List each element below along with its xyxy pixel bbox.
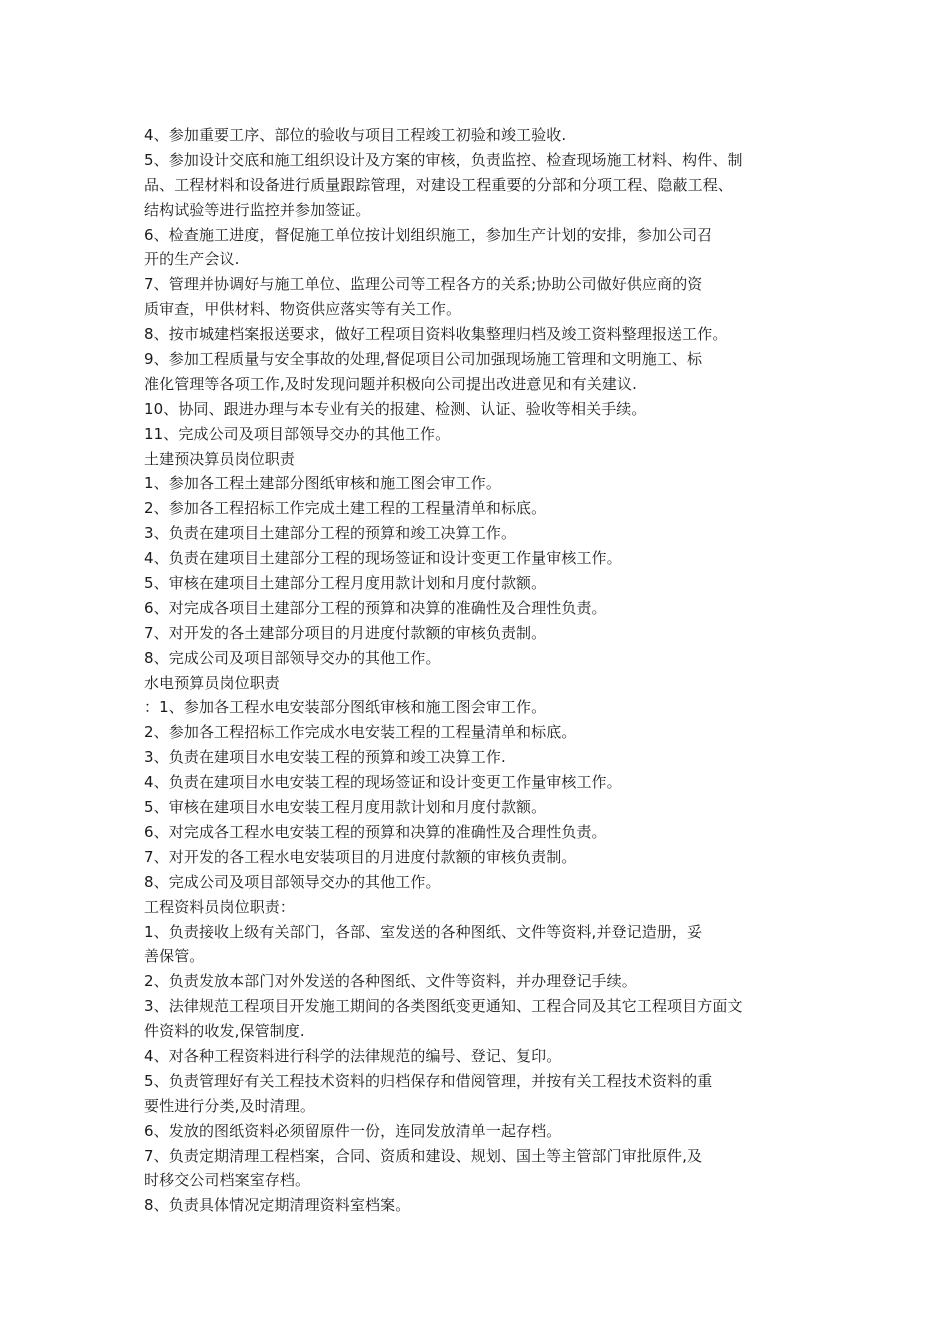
text-line: 水电预算员岗位职责	[144, 673, 280, 692]
text-line: 6、发放的图纸资料必须留原件一份，连同发放清单一起存档。	[144, 1121, 562, 1140]
text-line: 7、对开发的各土建部分项目的月进度付款额的审核负责制。	[144, 623, 547, 642]
text-line: 5、负责管理好有关工程技术资料的归档保存和借阅管理，并按有关工程技术资料的重	[144, 1071, 713, 1090]
text-line: 6、对完成各项目土建部分工程的预算和决算的准确性及合理性负责。	[144, 598, 607, 617]
text-line: 结构试验等进行监控并参加签证。	[144, 200, 371, 219]
text-line: 5、审核在建项目水电安装工程月度用款计划和月度付款额。	[144, 798, 547, 817]
text-line: 质审查，甲供材料、物资供应落实等有关工作。	[144, 300, 462, 319]
text-line: 8、按市城建档案报送要求，做好工程项目资料收集整理归档及竣工资料整理报送工作。	[144, 325, 728, 344]
text-line: 2、负责发放本部门对外发送的各种图纸、文件等资料，并办理登记手续。	[144, 972, 637, 991]
text-line: 要性进行分类,及时清理。	[144, 1096, 315, 1115]
text-line: 9、参加工程质量与安全事故的处理,督促项目公司加强现场施工管理和文明施工、标	[144, 350, 703, 369]
text-line: 8、完成公司及项目部领导交办的其他工作。	[144, 872, 441, 891]
text-line: 3、负责在建项目土建部分工程的预算和竣工决算工作。	[144, 524, 517, 543]
document-body	[144, 123, 824, 1218]
text-line: 7、对开发的各工程水电安装项目的月进度付款额的审核负责制。	[144, 847, 577, 866]
text-line: 准化管理等各项工作,及时发现问题并积极向公司提出改进意见和有关建议.	[144, 374, 637, 393]
text-line: 工程资料员岗位职责：	[144, 897, 296, 916]
text-line: 1、负责接收上级有关部门，各部、室发送的各种图纸、文件等资料,并登记造册，妥	[144, 922, 703, 941]
text-line: 7、负责定期清理工程档案，合同、资质和建设、规划、国土等主管部门审批原件,及	[144, 1146, 703, 1165]
text-line: 品、工程材料和设备进行质量跟踪管理，对建设工程重要的分部和分项工程、隐蔽工程、	[144, 175, 733, 194]
text-line: 3、法律规范工程项目开发施工期间的各类图纸变更通知、工程合同及其它工程项目方面文	[144, 997, 743, 1016]
text-line: 6、检查施工进度，督促施工单位按计划组织施工，参加生产计划的安排，参加公司召	[144, 225, 713, 244]
text-line: 6、对完成各工程水电安装工程的预算和决算的准确性及合理性负责。	[144, 822, 607, 841]
text-line: 2、参加各工程招标工作完成土建工程的工程量清单和标底。	[144, 499, 547, 518]
text-line: 4、参加重要工序、部位的验收与项目工程竣工初验和竣工验收.	[144, 126, 567, 144]
text-line: ：1、参加各工程水电安装部分图纸审核和施工图会审工作。	[144, 698, 547, 717]
text-line: 善保管。	[144, 947, 205, 966]
text-line: 时移交公司档案室存档。	[144, 1171, 311, 1190]
text-line: 10、协同、跟进办理与本专业有关的报建、检测、认证、验收等相关手续。	[144, 399, 647, 418]
text-line: 开的生产会议.	[144, 250, 240, 269]
text-line: 5、审核在建项目土建部分工程月度用款计划和月度付款额。	[144, 574, 547, 593]
text-line: 4、负责在建项目土建部分工程的现场签证和设计变更工作量审核工作。	[144, 549, 622, 568]
text-line: 4、对各种工程资料进行科学的法律规范的编号、登记、复印。	[144, 1046, 562, 1065]
text-line: 2、参加各工程招标工作完成水电安装工程的工程量清单和标底。	[144, 723, 577, 742]
text-line: 11、完成公司及项目部领导交办的其他工作。	[144, 424, 451, 443]
text-line: 4、负责在建项目水电安装工程的现场签证和设计变更工作量审核工作。	[144, 773, 622, 792]
text-line: 5、参加设计交底和施工组织设计及方案的审核，负责监控、检查现场施工材料、构件、制	[144, 150, 743, 169]
text-line: 8、完成公司及项目部领导交办的其他工作。	[144, 648, 441, 667]
text-line: 1、参加各工程土建部分图纸审核和施工图会审工作。	[144, 474, 501, 493]
text-line: 3、负责在建项目水电安装工程的预算和竣工决算工作.	[144, 748, 506, 767]
text-line: 件资料的收发,保管制度.	[144, 1022, 305, 1041]
text-line: 8、负责具体情况定期清理资料室档案。	[144, 1196, 411, 1215]
text-line: 7、管理并协调好与施工单位、监理公司等工程各方的关系;协助公司做好供应商的资	[144, 275, 703, 294]
text-line: 土建预决算员岗位职责	[144, 449, 296, 468]
